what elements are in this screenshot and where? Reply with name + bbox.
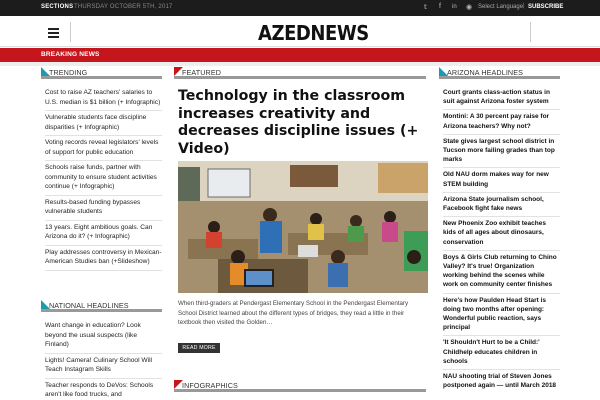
arizona-item[interactable]: State gives largest school district in Tucson more failing grades than top marks bbox=[443, 135, 560, 169]
hamburger-menu-icon[interactable] bbox=[41, 22, 71, 42]
sections-menu-link[interactable]: SECTIONS bbox=[41, 4, 74, 10]
featured-header bbox=[174, 67, 426, 79]
trending-item[interactable]: Voting records reveal legislators' levels of support for public education bbox=[45, 136, 162, 161]
featured-photo[interactable] bbox=[178, 161, 428, 293]
arizona-item[interactable]: Here's how Paulden Head Start is doing two months after opening: Wonderful public reaction, says principal bbox=[443, 294, 560, 337]
arizona-item[interactable]: New Phoenix Zoo exhibit teaches kids of all ages about dinosaurs, conservation bbox=[443, 217, 560, 251]
header-divider bbox=[530, 22, 531, 42]
facebook-icon[interactable]: f bbox=[439, 3, 441, 10]
trending-title: TRENDING bbox=[49, 68, 88, 77]
breaking-news-label: BREAKING NEWS bbox=[41, 51, 100, 58]
site-header bbox=[0, 16, 600, 47]
current-date: THURSDAY OCTOBER 5TH, 2017 bbox=[74, 4, 173, 10]
twitter-icon[interactable]: 𝕥 bbox=[424, 4, 428, 11]
read-more-button[interactable]: READ MORE bbox=[178, 343, 220, 353]
infographics-title: INFOGRAPHICS bbox=[182, 381, 238, 390]
arizona-item[interactable]: Montini: A 30 percent pay raise for Arizona teachers? Why not? bbox=[443, 110, 560, 134]
featured-excerpt: When third-graders at Pendergast Elementary School in the Pendergast Elementary School District learned about the different types of bridges, they read a little in their textbook then visited the Golden… bbox=[178, 300, 409, 326]
arizona-item[interactable]: Court grants class-action status in suit against Arizona foster system bbox=[443, 86, 560, 110]
trending-item[interactable]: Schools raise funds, partner with community to ensure student activities continue (+ Infographic) bbox=[45, 161, 162, 196]
arizona-item[interactable]: NAU shooting trial of Steven Jones postponed again — until March 2018 bbox=[443, 373, 557, 390]
trending-list bbox=[45, 86, 162, 271]
arizona-item[interactable]: Boys & Girls Club returning to Chino Valley? It's true! Organization working behind the scenes while work on community center finishes bbox=[443, 251, 560, 294]
arizona-headlines-list bbox=[443, 86, 560, 393]
classroom-illustration bbox=[178, 161, 428, 293]
site-logo[interactable]: AZEDNEWS bbox=[258, 21, 369, 45]
arizona-item[interactable]: Arizona State journalism school, Facebook fight fake news bbox=[443, 193, 560, 217]
linkedin-icon[interactable]: in bbox=[452, 4, 457, 10]
arizona-headlines-title: ARIZONA HEADLINES bbox=[447, 68, 523, 77]
featured-headline[interactable]: Technology in the classroom increases creativity and decreases discipline issues (+ Video) bbox=[178, 88, 419, 157]
national-headlines-list bbox=[45, 319, 162, 400]
top-bar bbox=[0, 0, 600, 16]
national-item[interactable]: Teacher responds to DeVos: Schools aren't like food trucks, and bbox=[45, 381, 154, 398]
arizona-item[interactable]: Old NAU dorm makes way for new STEM building bbox=[443, 168, 560, 192]
breaking-news-ticker bbox=[0, 62, 600, 66]
trending-item[interactable]: Cost to raise AZ teachers' salaries to U.S. median is $1 billion (+ Infographic) bbox=[45, 86, 162, 111]
topbar-separator: | bbox=[523, 3, 525, 9]
national-item[interactable]: Lights! Camera! Culinary School Will Teach Instagram Skills bbox=[45, 354, 162, 379]
arizona-headlines-header bbox=[439, 67, 560, 79]
trending-item[interactable]: Play addresses controversy in Mexican-American Studies ban (+Slideshow) bbox=[45, 246, 162, 271]
national-headlines-header bbox=[41, 300, 162, 312]
infographics-header bbox=[174, 380, 426, 392]
national-item[interactable]: Want change in education? Look beyond the usual suspects (like Finland) bbox=[45, 319, 162, 354]
trending-item[interactable]: 13 years. Eight ambitious goals. Can Arizona do it? (+ Infographic) bbox=[45, 221, 162, 246]
trending-item[interactable]: Results-based funding bypasses vulnerable students bbox=[45, 196, 162, 221]
featured-title: FEATURED bbox=[182, 68, 222, 77]
national-headlines-title: NATIONAL HEADLINES bbox=[49, 301, 129, 310]
arizona-item[interactable]: 'It Shouldn't Hurt to be a Child:' Childhelp educates children in schools bbox=[443, 336, 560, 370]
trending-header bbox=[41, 67, 162, 79]
trending-item[interactable]: Vulnerable students face discipline disparities (+ Infographic) bbox=[45, 111, 162, 136]
select-language-dropdown[interactable]: Select Language bbox=[478, 4, 524, 10]
breaking-news-bar bbox=[0, 48, 600, 62]
rss-icon[interactable]: ◉ bbox=[466, 4, 473, 11]
subscribe-link[interactable]: SUBSCRIBE bbox=[528, 4, 564, 10]
